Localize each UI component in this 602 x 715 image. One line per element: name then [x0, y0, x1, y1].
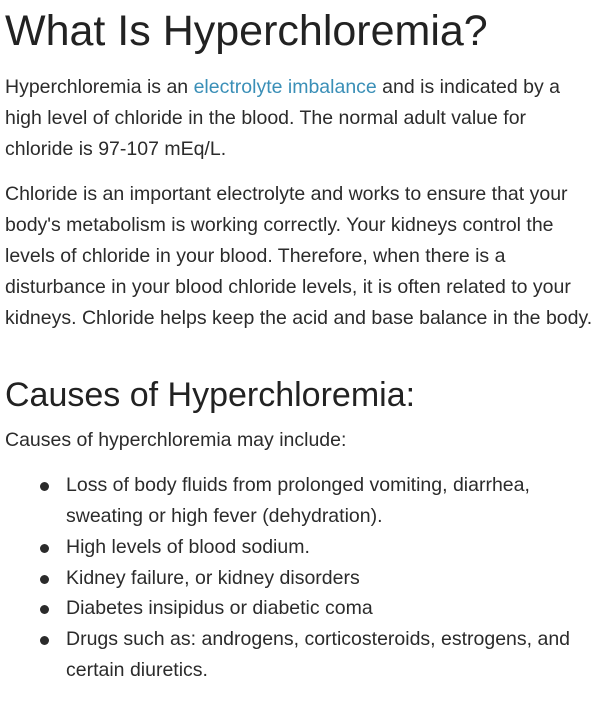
page-title: What Is Hyperchloremia?: [5, 7, 488, 55]
causes-intro: Causes of hyperchloremia may include:: [5, 429, 347, 452]
intro-text-start: Hyperchloremia is an: [5, 76, 194, 98]
list-item: [66, 532, 596, 563]
bullet-icon: [40, 636, 49, 645]
causes-list: [5, 470, 596, 686]
list-item: [66, 470, 596, 532]
list-item-text: Loss of body fluids from prolonged vomiting, diarrhea, sweating or high fever (dehydration).: [66, 474, 530, 527]
list-item-text: Kidney failure, or kidney disorders: [66, 566, 360, 589]
list-item: [66, 624, 596, 686]
bullet-icon: [40, 482, 49, 491]
list-item: [66, 563, 596, 594]
intro-paragraph: [5, 72, 596, 164]
bullet-icon: [40, 544, 49, 553]
bullet-icon: [40, 605, 49, 614]
electrolyte-imbalance-link[interactable]: electrolyte imbalance: [193, 76, 377, 98]
bullet-icon: [40, 575, 49, 584]
list-item-text: Drugs such as: androgens, corticosteroids, estrogens, and certain diuretics.: [66, 628, 571, 681]
intro-text-end: and is indicated by a high level of chloride in the blood. The normal adult value for chloride is 97-107 mEq/L.: [5, 76, 560, 160]
list-item-text: High levels of blood sodium.: [66, 535, 310, 558]
list-item-text: Diabetes insipidus or diabetic coma: [66, 597, 373, 620]
list-item: [66, 593, 596, 624]
chloride-paragraph: Chloride is an important electrolyte and works to ensure that your body's metabolism is working correctly. Your kidneys control the levels of chloride in your blood. Therefore, when there is a disturbance in your blood chloride levels, it is often related to your kidneys. Chloride helps keep the acid and base balance in the body.: [5, 183, 593, 329]
causes-heading: Causes of Hyperchloremia:: [5, 376, 416, 415]
